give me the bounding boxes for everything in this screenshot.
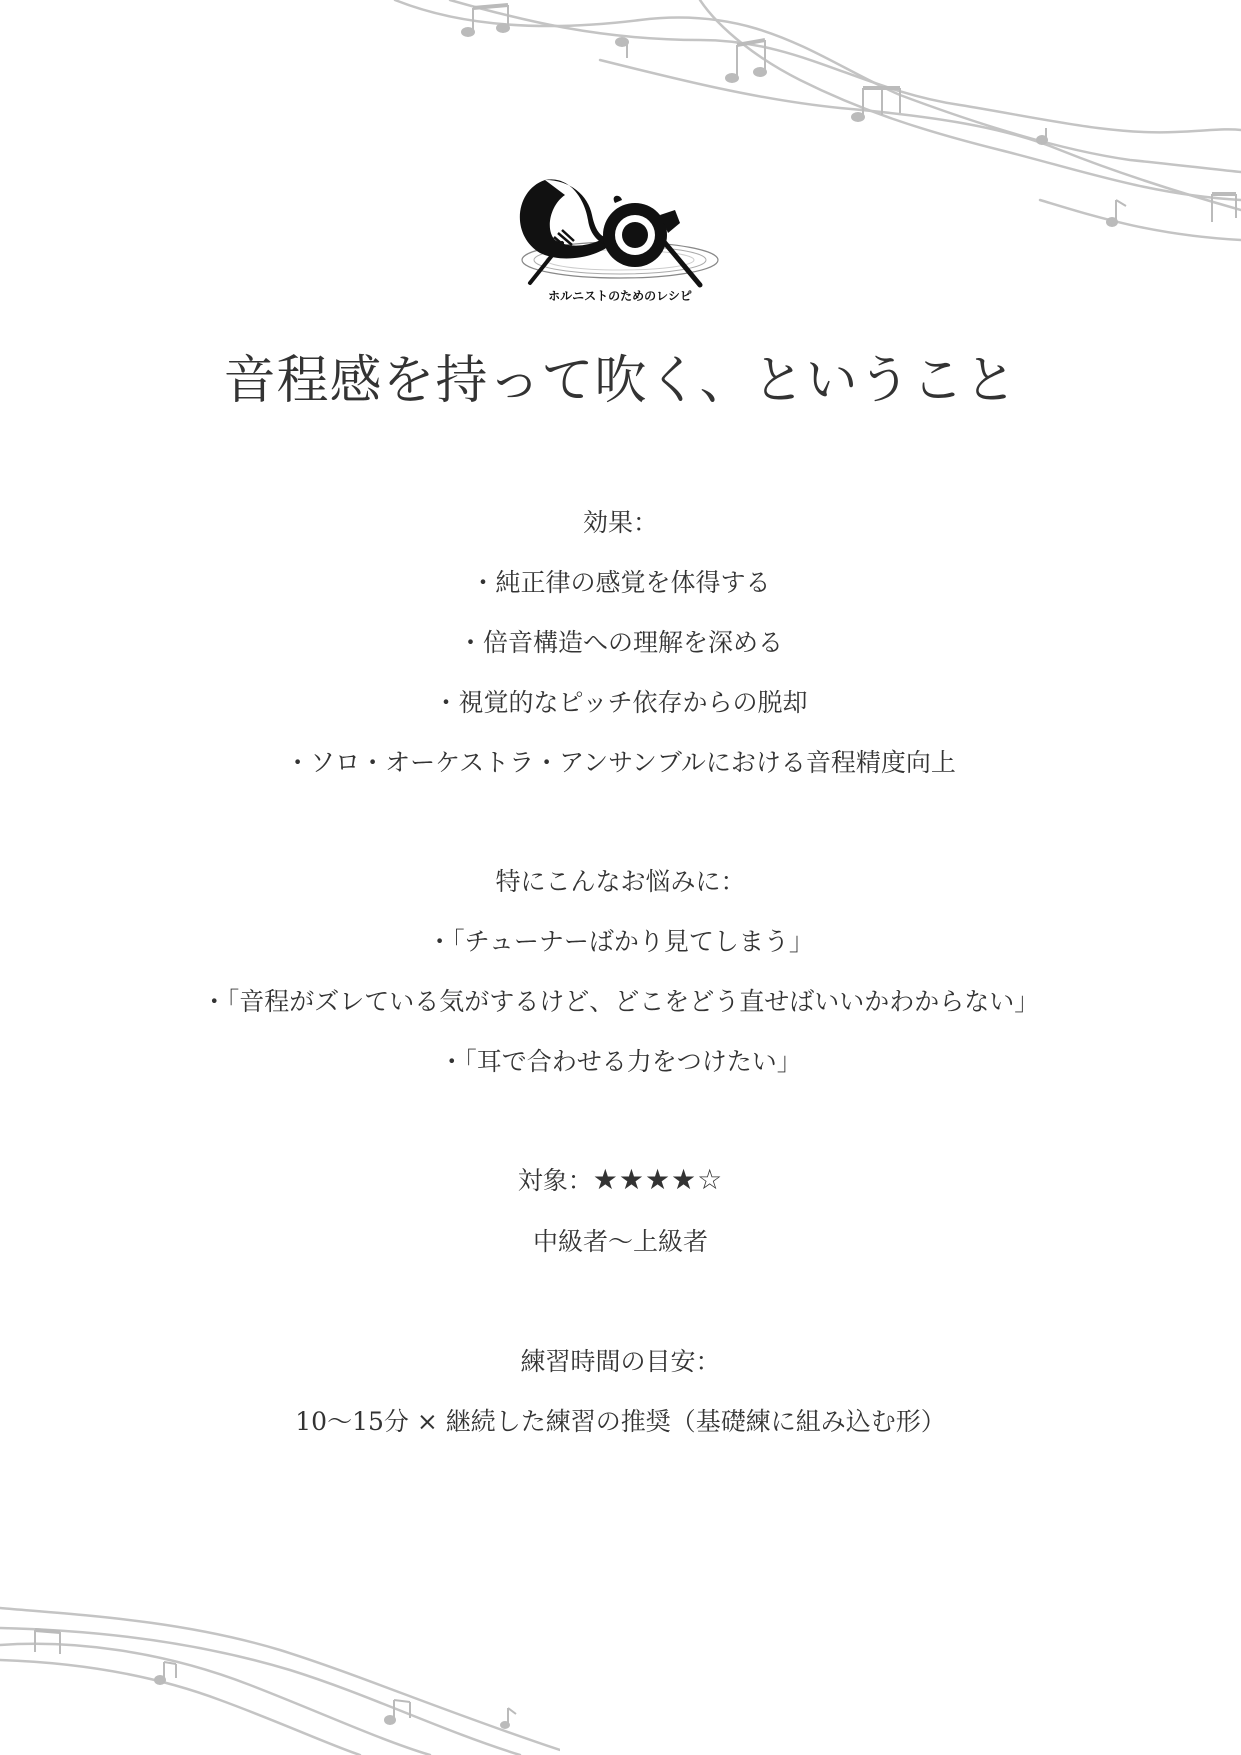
effects-heading: 効果： [582, 508, 658, 537]
rating-stars: ★★★★☆ [592, 1163, 724, 1196]
concerns-item: ・「音程がズレている気がするけど、どこをどう直せばいいかわからない」 [201, 987, 1040, 1016]
effects-item: ・倍音構造への理解を深める [457, 628, 783, 657]
target-label: 対象： [517, 1166, 593, 1195]
effects-item: ・ソロ・オーケストラ・アンサンブルにおける音程精度向上 [285, 748, 956, 777]
effects-item: ・純正律の感覚を体得する [470, 568, 771, 597]
logo-caption: ホルニストのためのレシピ [548, 289, 692, 303]
concerns-heading: 特にこんなお悩みに： [495, 867, 746, 896]
concerns-item: ・「チューナーばかり見てしまう」 [427, 927, 814, 956]
effects-item: ・視覚的なピッチ依存からの脱却 [433, 688, 808, 717]
target-level: 中級者〜上級者 [532, 1227, 708, 1256]
practice-heading: 練習時間の目安： [520, 1347, 721, 1376]
practice-detail: 10〜15分 × 継続した練習の推奨（基礎練に組み込む形） [295, 1407, 946, 1436]
page-title: 音程感を持って吹く、ということ [223, 351, 1018, 411]
music-staff-decoration-bottom [0, 1590, 560, 1755]
french-horn-plate-icon [510, 175, 730, 290]
concerns-item: ・「耳で合わせる力をつけたい」 [439, 1047, 802, 1076]
horn-logo [510, 175, 730, 310]
target-line [0, 1161, 1241, 1197]
